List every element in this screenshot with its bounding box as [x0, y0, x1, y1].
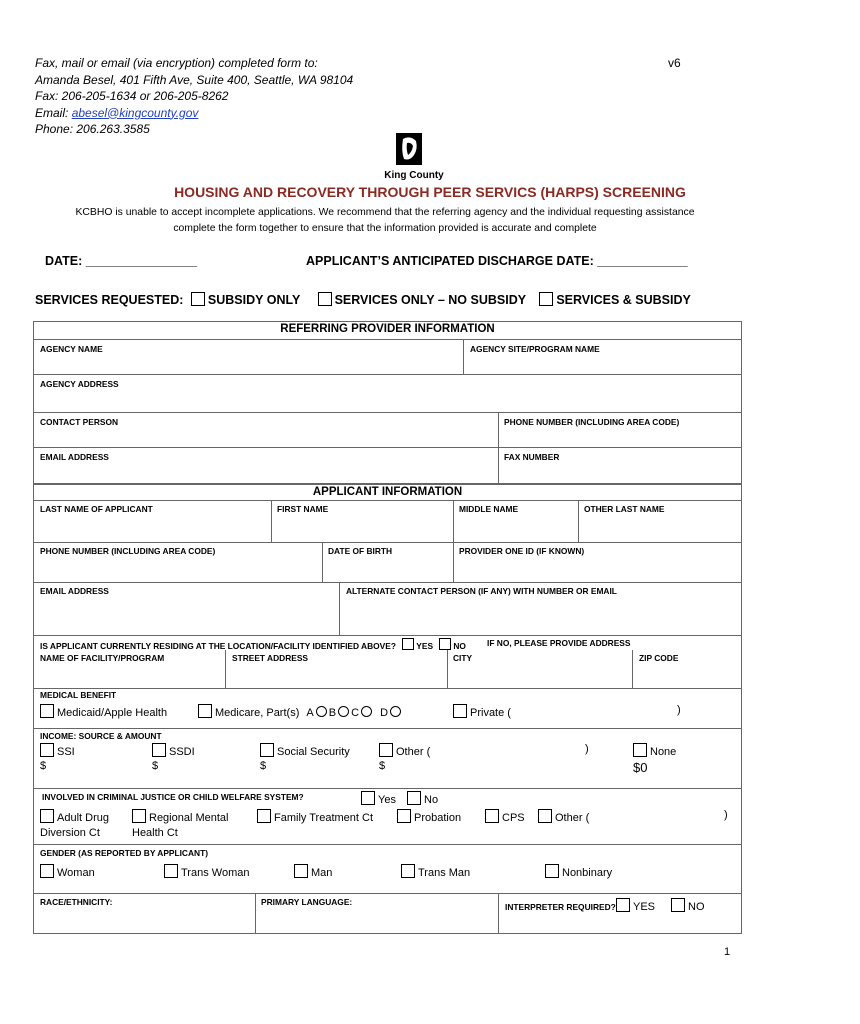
email-link[interactable]: abesel@kingcounty.gov — [71, 105, 199, 120]
referrer-email-field[interactable]: EMAIL ADDRESS — [40, 452, 109, 462]
interpreter-no-checkbox[interactable] — [671, 898, 685, 912]
referrer-phone-field[interactable]: PHONE NUMBER (INCLUDING AREA CODE) — [504, 417, 680, 427]
private-close-paren: ) — [677, 704, 681, 716]
income-none-checkbox[interactable] — [633, 743, 647, 757]
services-requested — [35, 292, 691, 307]
ssi-amount[interactable]: $ — [40, 760, 47, 772]
justice-other-checkbox[interactable] — [538, 809, 552, 823]
part-a-radio[interactable] — [316, 706, 327, 717]
gender-label: GENDER (AS REPORTED BY APPLICANT) — [40, 848, 208, 858]
medicaid-checkbox[interactable] — [40, 704, 54, 718]
ssi-option[interactable]: SSI — [40, 743, 75, 758]
king-county-logo — [384, 133, 444, 183]
subsidy-only-checkbox[interactable] — [191, 292, 205, 306]
city-field[interactable]: CITY — [453, 653, 473, 663]
residing-question: IS APPLICANT CURRENTLY RESIDING AT THE LOCATION/FACILITY IDENTIFIED ABOVE? YES NO — [40, 638, 466, 651]
agency-site-field[interactable]: AGENCY SITE/PROGRAM NAME — [470, 344, 600, 354]
nonbinary-checkbox[interactable] — [545, 864, 559, 878]
email-line: Email: abesel@kingcounty.gov — [35, 105, 199, 120]
man-option[interactable]: Man — [294, 864, 332, 879]
if-no-address-label: IF NO, PLEASE PROVIDE ADDRESS — [487, 638, 631, 648]
social-security-checkbox[interactable] — [260, 743, 274, 757]
instructions-line: Fax, mail or email (via encryption) completed form to: — [35, 56, 318, 70]
referring-provider-heading: REFERRING PROVIDER INFORMATION — [280, 323, 495, 335]
other-income-amount[interactable]: $ — [379, 760, 386, 772]
ssi-checkbox[interactable] — [40, 743, 54, 757]
phone-line: Phone: 206.263.3585 — [35, 122, 150, 136]
form-title: HOUSING AND RECOVERY THROUGH PEER SERVICS (HARPS) SCREENING — [174, 184, 686, 200]
trans-woman-checkbox[interactable] — [164, 864, 178, 878]
middle-name-field[interactable]: MIDDLE NAME — [459, 504, 519, 514]
primary-language-field[interactable]: PRIMARY LANGUAGE: — [261, 897, 353, 907]
part-c-radio[interactable] — [361, 706, 372, 717]
date-of-birth-field[interactable]: DATE OF BIRTH — [328, 546, 393, 556]
social-security-amount[interactable]: $ — [260, 760, 267, 772]
regional-mental-checkbox[interactable] — [132, 809, 146, 823]
services-and-subsidy-label: SERVICES & SUBSIDY — [556, 293, 691, 307]
interpreter-label: INTERPRETER REQUIRED? — [505, 902, 616, 912]
services-only-label: SERVICES ONLY – NO SUBSIDY — [334, 293, 526, 307]
provider-one-id-field[interactable]: PROVIDER ONE ID (IF KNOWN) — [459, 546, 585, 556]
interpreter-yes-option[interactable]: YES — [616, 898, 655, 913]
other-last-name-field[interactable]: OTHER LAST NAME — [584, 504, 665, 514]
residing-yes-checkbox[interactable] — [402, 638, 414, 650]
zip-code-field[interactable]: ZIP CODE — [639, 653, 679, 663]
applicant-email-field[interactable]: EMAIL ADDRESS — [40, 586, 109, 596]
man-checkbox[interactable] — [294, 864, 308, 878]
trans-man-option[interactable]: Trans Man — [401, 864, 470, 879]
trans-woman-option[interactable]: Trans Woman — [164, 864, 249, 879]
race-ethnicity-field[interactable]: RACE/ETHNICITY: — [40, 897, 113, 907]
income-other-checkbox[interactable] — [379, 743, 393, 757]
submission-instructions — [35, 55, 353, 138]
justice-other-close: ) — [724, 809, 728, 821]
interpreter-no-option[interactable]: NO — [671, 898, 705, 913]
address-line: Amanda Besel, 401 Fifth Ave, Suite 400, Seattle, WA 98104 — [35, 72, 354, 87]
date-field[interactable]: DATE: ________________ — [45, 254, 197, 268]
applicant-phone-field[interactable]: PHONE NUMBER (INCLUDING AREA CODE) — [40, 546, 216, 556]
criminal-justice-question: INVOLVED IN CRIMINAL JUSTICE OR CHILD WELFARE SYSTEM? — [42, 792, 304, 802]
ssdi-checkbox[interactable] — [152, 743, 166, 757]
residing-no-checkbox[interactable] — [439, 638, 451, 650]
logo-text: King County — [384, 170, 444, 181]
last-name-field[interactable]: LAST NAME OF APPLICANT — [40, 504, 153, 514]
interpreter-yes-checkbox[interactable] — [616, 898, 630, 912]
none-amount: $0 — [633, 760, 648, 775]
cps-checkbox[interactable] — [485, 809, 499, 823]
nonbinary-option[interactable]: Nonbinary — [545, 864, 612, 879]
private-option[interactable]: Private ( — [453, 704, 511, 719]
probation-option[interactable]: Probation — [397, 809, 461, 824]
subsidy-only-label: SUBSIDY ONLY — [207, 293, 301, 307]
regional-mental-option[interactable]: Regional Mental Health Ct — [132, 809, 229, 841]
services-only-checkbox[interactable] — [318, 292, 332, 306]
fax-line: Fax: 206-205-1634 or 206-205-8262 — [35, 89, 229, 103]
family-treatment-option[interactable]: Family Treatment Ct — [257, 809, 373, 824]
ssdi-option[interactable]: SSDI — [152, 743, 195, 758]
discharge-date-field[interactable]: APPLICANT’S ANTICIPATED DISCHARGE DATE: _____________ — [306, 254, 688, 268]
agency-name-field[interactable]: AGENCY NAME — [40, 344, 103, 354]
justice-other-option[interactable]: Other ( — [538, 809, 589, 824]
note-line-2: complete the form together to ensure that the information provided is accurate and complete — [173, 223, 597, 234]
alternate-contact-field[interactable]: ALTERNATE CONTACT PERSON (IF ANY) WITH NUMBER OR EMAIL — [346, 586, 617, 596]
criminal-no-option[interactable]: No — [407, 791, 438, 806]
note-line-1: KCBHO is unable to accept incomplete applications. We recommend that the referring agency and the individual requesting assistance — [75, 207, 695, 218]
services-label: SERVICES REQUESTED: — [35, 293, 184, 307]
criminal-yes-checkbox[interactable] — [361, 791, 375, 805]
adult-drug-checkbox[interactable] — [40, 809, 54, 823]
adult-drug-option[interactable]: Adult Drug Diversion Ct — [40, 809, 109, 841]
family-treatment-checkbox[interactable] — [257, 809, 271, 823]
medicare-checkbox[interactable] — [198, 704, 212, 718]
medicaid-option[interactable]: Medicaid/Apple Health — [40, 704, 167, 719]
services-and-subsidy-checkbox[interactable] — [539, 292, 553, 306]
ssdi-amount[interactable]: $ — [152, 760, 159, 772]
medicare-option[interactable]: Medicare, Part(s) A B C D — [198, 704, 403, 719]
criminal-no-checkbox[interactable] — [407, 791, 421, 805]
agency-address-field[interactable]: AGENCY ADDRESS — [40, 379, 119, 389]
page-number: 1 — [724, 946, 731, 958]
trans-man-checkbox[interactable] — [401, 864, 415, 878]
referring-provider-table — [33, 321, 742, 484]
instructions-note — [30, 205, 740, 237]
contact-person-field[interactable]: CONTACT PERSON — [40, 417, 119, 427]
version-label: v6 — [668, 56, 681, 70]
income-other-close: ) — [585, 743, 589, 755]
facility-name-field[interactable]: NAME OF FACILITY/PROGRAM — [40, 653, 165, 663]
income-other-option[interactable]: Other ( — [379, 743, 430, 758]
social-security-option[interactable]: Social Security — [260, 743, 350, 758]
street-address-field[interactable]: STREET ADDRESS — [232, 653, 309, 663]
part-d-radio[interactable] — [390, 706, 401, 717]
criminal-yes-option[interactable]: Yes — [361, 791, 396, 806]
income-none-option[interactable]: None — [633, 743, 676, 758]
part-b-radio[interactable] — [338, 706, 349, 717]
applicant-info-heading: APPLICANT INFORMATION — [312, 486, 463, 498]
cps-option[interactable]: CPS — [485, 809, 525, 824]
woman-option[interactable]: Woman — [40, 864, 95, 879]
income-label: INCOME: SOURCE & AMOUNT — [40, 731, 162, 741]
referrer-fax-field[interactable]: FAX NUMBER — [504, 452, 560, 462]
first-name-field[interactable]: FIRST NAME — [277, 504, 329, 514]
woman-checkbox[interactable] — [40, 864, 54, 878]
private-checkbox[interactable] — [453, 704, 467, 718]
probation-checkbox[interactable] — [397, 809, 411, 823]
medical-benefit-label: MEDICAL BENEFIT — [40, 690, 117, 700]
